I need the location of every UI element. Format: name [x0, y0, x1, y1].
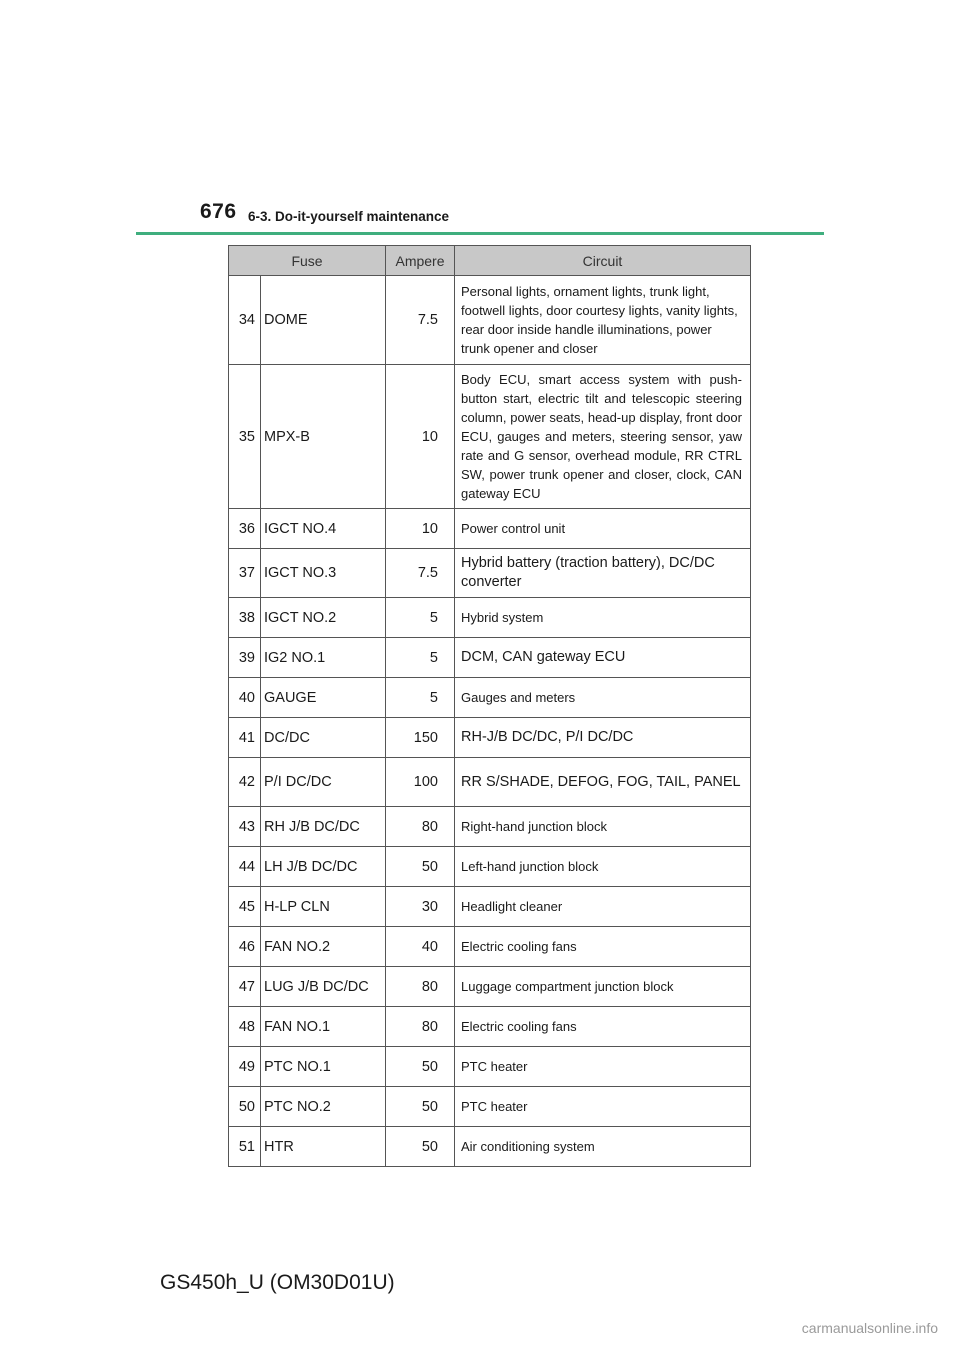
- fuse-ampere: 100: [386, 758, 455, 807]
- table-row: [229, 967, 751, 1007]
- fuse-ampere: 7.5: [386, 276, 455, 365]
- table-row: [229, 678, 751, 718]
- fuse-number: 43: [229, 807, 261, 847]
- fuse-name: LUG J/B DC/DC: [261, 967, 386, 1007]
- table-row: [229, 847, 751, 887]
- page-number: 676: [200, 200, 237, 223]
- fuse-circuit: Electric cooling fans: [455, 927, 751, 967]
- fuse-circuit: PTC heater: [455, 1087, 751, 1127]
- fuse-name: IGCT NO.3: [261, 549, 386, 598]
- fuse-circuit: Luggage compartment junction block: [455, 967, 751, 1007]
- fuse-circuit: Hybrid battery (traction battery), DC/DC converter: [455, 549, 751, 598]
- fuse-ampere: 30: [386, 887, 455, 927]
- fuse-number: 51: [229, 1127, 261, 1167]
- table-row: [229, 598, 751, 638]
- table-row: [229, 1047, 751, 1087]
- table-header: [229, 246, 751, 276]
- fuse-number: 38: [229, 598, 261, 638]
- fuse-number: 45: [229, 887, 261, 927]
- fuse-number: 50: [229, 1087, 261, 1127]
- header-divider: [136, 232, 824, 235]
- fuse-number: 42: [229, 758, 261, 807]
- table-row: [229, 887, 751, 927]
- fuse-circuit: DCM, CAN gateway ECU: [455, 638, 751, 678]
- fuse-circuit: Left-hand junction block: [455, 847, 751, 887]
- fuse-ampere: 7.5: [386, 549, 455, 598]
- fuse-number: 44: [229, 847, 261, 887]
- fuse-name: DOME: [261, 276, 386, 365]
- table-row: [229, 509, 751, 549]
- fuse-number: 46: [229, 927, 261, 967]
- fuse-name: H-LP CLN: [261, 887, 386, 927]
- fuse-ampere: 10: [386, 509, 455, 549]
- fuse-circuit: Air conditioning system: [455, 1127, 751, 1167]
- table-row: [229, 276, 751, 365]
- fuse-name: IG2 NO.1: [261, 638, 386, 678]
- fuse-number: 34: [229, 276, 261, 365]
- fuse-number: 35: [229, 365, 261, 509]
- table-row: [229, 758, 751, 807]
- fuse-number: 39: [229, 638, 261, 678]
- fuse-circuit: Gauges and meters: [455, 678, 751, 718]
- fuse-ampere: 50: [386, 1047, 455, 1087]
- watermark: carmanualsonline.info: [801, 1320, 938, 1336]
- section-title: 6-3. Do-it-yourself maintenance: [248, 209, 450, 224]
- fuse-circuit: Hybrid system: [455, 598, 751, 638]
- fuse-name: P/I DC/DC: [261, 758, 386, 807]
- table-row: [229, 927, 751, 967]
- fuse-name: MPX-B: [261, 365, 386, 509]
- fuse-name: PTC NO.1: [261, 1047, 386, 1087]
- fuse-name: RH J/B DC/DC: [261, 807, 386, 847]
- fuse-number: 41: [229, 718, 261, 758]
- fuse-ampere: 5: [386, 678, 455, 718]
- table-row: [229, 365, 751, 509]
- fuse-name: LH J/B DC/DC: [261, 847, 386, 887]
- fuse-name: HTR: [261, 1127, 386, 1167]
- column-header-circuit: Circuit: [455, 246, 751, 276]
- fuse-circuit: Headlight cleaner: [455, 887, 751, 927]
- fuse-ampere: 5: [386, 598, 455, 638]
- fuse-name: FAN NO.2: [261, 927, 386, 967]
- fuse-circuit: Body ECU, smart access system with push-button start, electric tilt and telescopic steering column, power seats, head-up display, front door ECU, gauges and meters, steering sensor, yaw rate and G sensor, overhead module, RR CTRL SW, power trunk opener and closer, clock, CAN gateway ECU: [455, 365, 751, 509]
- fuse-circuit: RH-J/B DC/DC, P/I DC/DC: [455, 718, 751, 758]
- fuse-ampere: 80: [386, 1007, 455, 1047]
- fuse-name: GAUGE: [261, 678, 386, 718]
- fuse-number: 48: [229, 1007, 261, 1047]
- fuse-name: IGCT NO.2: [261, 598, 386, 638]
- fuse-name: IGCT NO.4: [261, 509, 386, 549]
- fuse-number: 40: [229, 678, 261, 718]
- table-row: [229, 638, 751, 678]
- table-row: [229, 549, 751, 598]
- fuse-ampere: 50: [386, 847, 455, 887]
- fuse-name: FAN NO.1: [261, 1007, 386, 1047]
- fuse-circuit: RR S/SHADE, DEFOG, FOG, TAIL, PANEL: [455, 758, 751, 807]
- fuse-ampere: 5: [386, 638, 455, 678]
- column-header-fuse: Fuse: [229, 246, 386, 276]
- table-row: [229, 1087, 751, 1127]
- table-row: [229, 718, 751, 758]
- fuse-circuit: Electric cooling fans: [455, 1007, 751, 1047]
- fuse-name: DC/DC: [261, 718, 386, 758]
- fuse-circuit: Right-hand junction block: [455, 807, 751, 847]
- table-row: [229, 807, 751, 847]
- table-row: [229, 1007, 751, 1047]
- fuse-ampere: 40: [386, 927, 455, 967]
- fuse-table: [228, 245, 751, 1167]
- fuse-ampere: 80: [386, 967, 455, 1007]
- fuse-circuit: Power control unit: [455, 509, 751, 549]
- fuse-number: 37: [229, 549, 261, 598]
- fuse-number: 36: [229, 509, 261, 549]
- fuse-ampere: 150: [386, 718, 455, 758]
- fuse-number: 49: [229, 1047, 261, 1087]
- fuse-name: PTC NO.2: [261, 1087, 386, 1127]
- table-row: [229, 1127, 751, 1167]
- footer-model-code: GS450h_U (OM30D01U): [160, 1271, 395, 1294]
- fuse-ampere: 80: [386, 807, 455, 847]
- fuse-circuit: Personal lights, ornament lights, trunk light, footwell lights, door courtesy lights, vanity lights, rear door inside handle illuminations, power trunk opener and closer: [455, 276, 751, 365]
- fuse-ampere: 10: [386, 365, 455, 509]
- fuse-ampere: 50: [386, 1127, 455, 1167]
- column-header-ampere: Ampere: [386, 246, 455, 276]
- fuse-number: 47: [229, 967, 261, 1007]
- fuse-ampere: 50: [386, 1087, 455, 1127]
- fuse-circuit: PTC heater: [455, 1047, 751, 1087]
